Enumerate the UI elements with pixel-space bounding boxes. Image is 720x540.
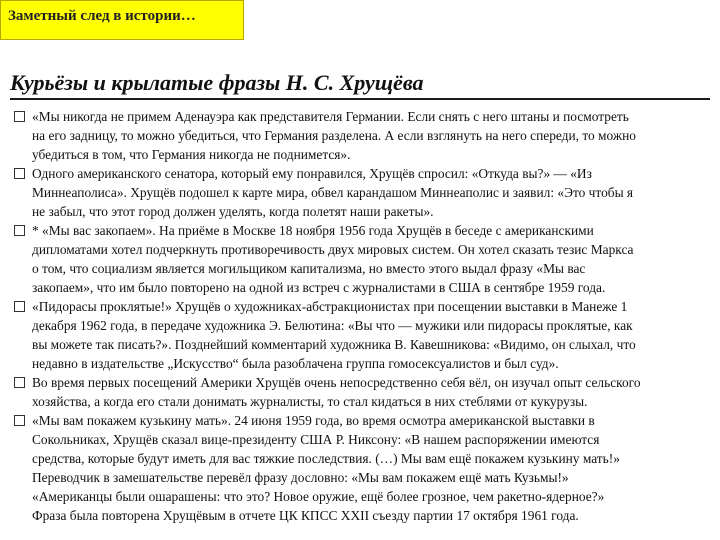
quote-line: Фраза была повторена Хрущёвым в отчете ЦК КПСС XXII съезду партии 17 октября 1961 года.: [32, 508, 579, 523]
list-item: [14, 373, 714, 411]
quote-line: дипломатами хотел подчеркнуть противоречивость двух мировых систем. Он хотел сказать тезис Маркса: [32, 242, 634, 257]
quote-line: закопаем», что им было повторено на одной из встреч с журналистами в США в сентябре 1959 года.: [32, 280, 606, 295]
list-item: [14, 107, 714, 164]
quote-line: вы можете так писать?». Позднейший комментарий художника В. Кавешникова: «Видимо, он слыхал, что: [32, 337, 636, 352]
checkbox-bullet-icon: [14, 225, 25, 236]
quote-line: декабря 1962 года, в передаче художника Э. Белютина: «Вы что — мужики или пидорасы проклятые, как: [32, 318, 633, 333]
quote-line: «Мы никогда не примем Аденауэра как представителя Германии. Если снять с него штаны и посмотреть: [32, 109, 629, 124]
checkbox-bullet-icon: [14, 301, 25, 312]
quote-line: на его задницу, то можно убедиться, что Германия разделена. А если взглянуть на него спереди, то можно: [32, 128, 637, 143]
quote-line: Переводчик в замешательстве перевёл фразу дословно: «Мы вам покажем ещё мать Кузьмы!»: [32, 470, 569, 485]
page-title: Курьёзы и крылатые фразы Н. С. Хрущёва: [10, 70, 424, 95]
checkbox-bullet-icon: [14, 111, 25, 122]
checkbox-bullet-icon: [14, 415, 25, 426]
quote-line: хозяйства, а когда его стали донимать журналисты, то стал кидаться в них стеблями от кукурузы.: [32, 394, 588, 409]
quote-line: средства, которые будут иметь для вас тяжкие последствия. (…) Мы вам ещё покажем кузькину мать!»: [32, 451, 620, 466]
banner-title: Заметный след в истории…: [8, 8, 196, 24]
quote-line: недавно в издательстве „Искусство“ была разоблачена группа гомосексуалистов и был суд».: [32, 356, 559, 371]
quote-line: Одного американского сенатора, который ему понравился, Хрущёв спросил: «Откуда вы?» — «Из: [32, 166, 592, 181]
section-banner: [0, 0, 244, 40]
list-item: [14, 164, 714, 221]
title-underline-divider: [10, 98, 710, 100]
list-item: [14, 297, 714, 373]
quote-line: Миннеаполиса». Хрущёв подошел к карте мира, обвел карандашом Миннеаполис и заявил: «Это чтобы я: [32, 185, 634, 200]
quote-line: «Пидорасы проклятые!» Хрущёв о художниках-абстракционистах при посещении выставки в Манеже 1: [32, 299, 628, 314]
quote-line: «Американцы были ошарашены: что это? Новое оружие, ещё более грозное, чем ракетно-ядерное?»: [32, 489, 605, 504]
quote-line: Сокольниках, Хрущёв сказал вице-президенту США Р. Никсону: «В нашем распоряжении имеются: [32, 432, 600, 447]
list-item: [14, 411, 714, 525]
checkbox-bullet-icon: [14, 168, 25, 179]
quote-line: * «Мы вас закопаем». На приёме в Москве 18 ноября 1956 года Хрущёв в беседе с американскими: [32, 223, 594, 238]
quote-line: о том, что социализм является могильщиком капитализма, но вместо этого выдал фразу «Мы вас: [32, 261, 586, 276]
quote-line: убедиться в том, что Германия никогда не поднимется».: [32, 147, 351, 162]
quote-line: не забыл, что этот город должен уделять, когда полетят наши ракеты».: [32, 204, 434, 219]
quote-line: «Мы вам покажем кузькину мать». 24 июня 1959 года, во время осмотра американской выставки в: [32, 413, 595, 428]
checkbox-bullet-icon: [14, 377, 25, 388]
quote-line: Во время первых посещений Америки Хрущёв очень непосредственно себя вёл, он изучал опыт сельского: [32, 375, 641, 390]
quote-list: [14, 107, 714, 525]
list-item: [14, 221, 714, 297]
